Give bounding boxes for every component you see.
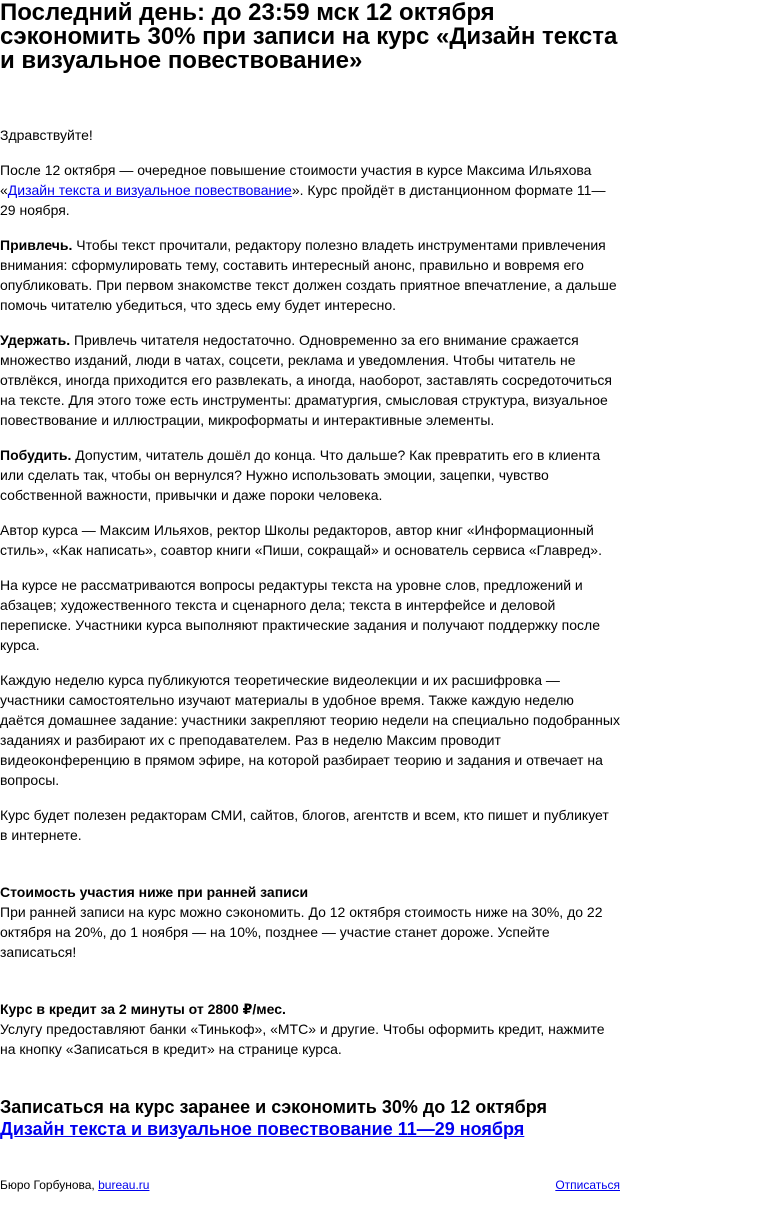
early-booking-text: При ранней записи на курс можно сэкономить. До 12 октября стоимость ниже на 30%, до 22 октября на 20%, до 1 ноября — на 10%, позднее — участие станет дороже. Успейте записаться! [0,904,603,960]
motivate-paragraph [0,445,620,505]
attract-paragraph [0,235,620,315]
retain-label: Удержать. [0,332,71,348]
unsubscribe-link[interactable]: Отписаться [555,1178,620,1192]
footer-site-link[interactable]: bureau.ru [98,1178,150,1192]
intro-text-after: ». Курс пройдёт в дистанционном формате 11— 29 ноября. [0,182,606,218]
intro-text-before: После 12 октября — очередное повышение стоимости участия в курсе Максима Ильяхова « [0,162,592,198]
attract-text: Чтобы текст прочитали, редактору полезно владеть инструментами привлечения внимания: сформулировать тему, составить интересный анонс, правильно и вовремя его опубликовать. При первом знакомстве текст должен создать приятное впечатление, а дальше помочь читателю убедиться, что здесь ему будет интересно. [0,237,617,313]
credit-section [0,999,620,1059]
audience-paragraph: Курс будет полезен редакторам СМИ, сайтов, блогов, агентств и всем, кто пишет и публикует в интернете. [0,807,609,843]
scope-paragraph: На курсе не рассматриваются вопросы редактуры текста на уровне слов, предложений и абзацев; художественного текста и сценарного дела; текста в интерфейсе и деловой переписке. Участники курса выполняют практические задания и получают поддержку после курса. [0,577,600,653]
motivate-label: Побудить. [0,447,72,463]
motivate-text: Допустим, читатель дошёл до конца. Что дальше? Как превратить его в клиента или сделать так, чтобы он вернулся? Нужно использовать эмоции, зацепки, чувство собственной важности, привычки и даже пороки человека. [0,447,601,503]
cta-course-link[interactable]: Дизайн текста и визуальное повествование 11—29 ноября [0,1119,525,1139]
footer-org-name: Бюро Горбунова, [0,1178,99,1192]
cta-section [0,1096,620,1140]
retain-text: Привлечь читателя недостаточно. Одновременно за его внимание сражается множество изданий, люди в чатах, соцсети, реклама и уведомления. Чтобы читатель не отвлёкся, иногда приходится его развлекать, а иногда, наоборот, заставлять сосредоточиться на тексте. Для этого тоже есть инструменты: драматургия, смысловая структура, визуальное повествование и иллюстрации, микроформаты и интерактивные элементы. [0,332,612,428]
title-spacer [0,73,620,125]
email-title: Последний день: до 23:59 мск 12 октября сэкономить 30% при записи на курс «Дизайн текста и визуальное повествование» [0,0,618,74]
intro-paragraph [0,160,620,220]
author-paragraph: Автор курса — Максим Ильяхов, ректор Школы редакторов, автор книг «Информационный стиль», «Как написать», соавтор книги «Пиши, сокращай» и основатель сервиса «Главред». [0,522,602,558]
cta-title: Записаться на курс заранее и сэкономить 30% до 12 октября [0,1097,548,1117]
attract-label: Привлечь. [0,237,73,253]
greeting: Здравствуйте! [0,127,93,143]
weekly-paragraph: Каждую неделю курса публикуются теоретические видеолекции и их расшифровка — участники самостоятельно изучают материалы в удобное время. Также каждую неделю даётся домашнее задание: участники закрепляют теорию недели на специально подобранных заданиях и разбирают их с преподавателем. Раз в неделю Максим проводит видеоконференцию в прямом эфире, на которой разбирает теорию и задания и отвечает на вопросы. [0,672,620,788]
early-booking-section [0,882,620,962]
footer-org [0,1177,149,1193]
course-link[interactable]: Дизайн текста и визуальное повествование [7,182,292,198]
credit-heading: Курс в кредит за 2 минуты от 2800 ₽/мес. [0,1001,286,1017]
footer [0,1177,620,1193]
early-booking-heading: Стоимость участия ниже при ранней записи [0,884,309,900]
retain-paragraph [0,330,620,430]
credit-text: Услугу предоставляют банки «Тинькоф», «МТС» и другие. Чтобы оформить кредит, нажмите на кнопку «Записаться в кредит» на странице курса. [0,1021,605,1057]
